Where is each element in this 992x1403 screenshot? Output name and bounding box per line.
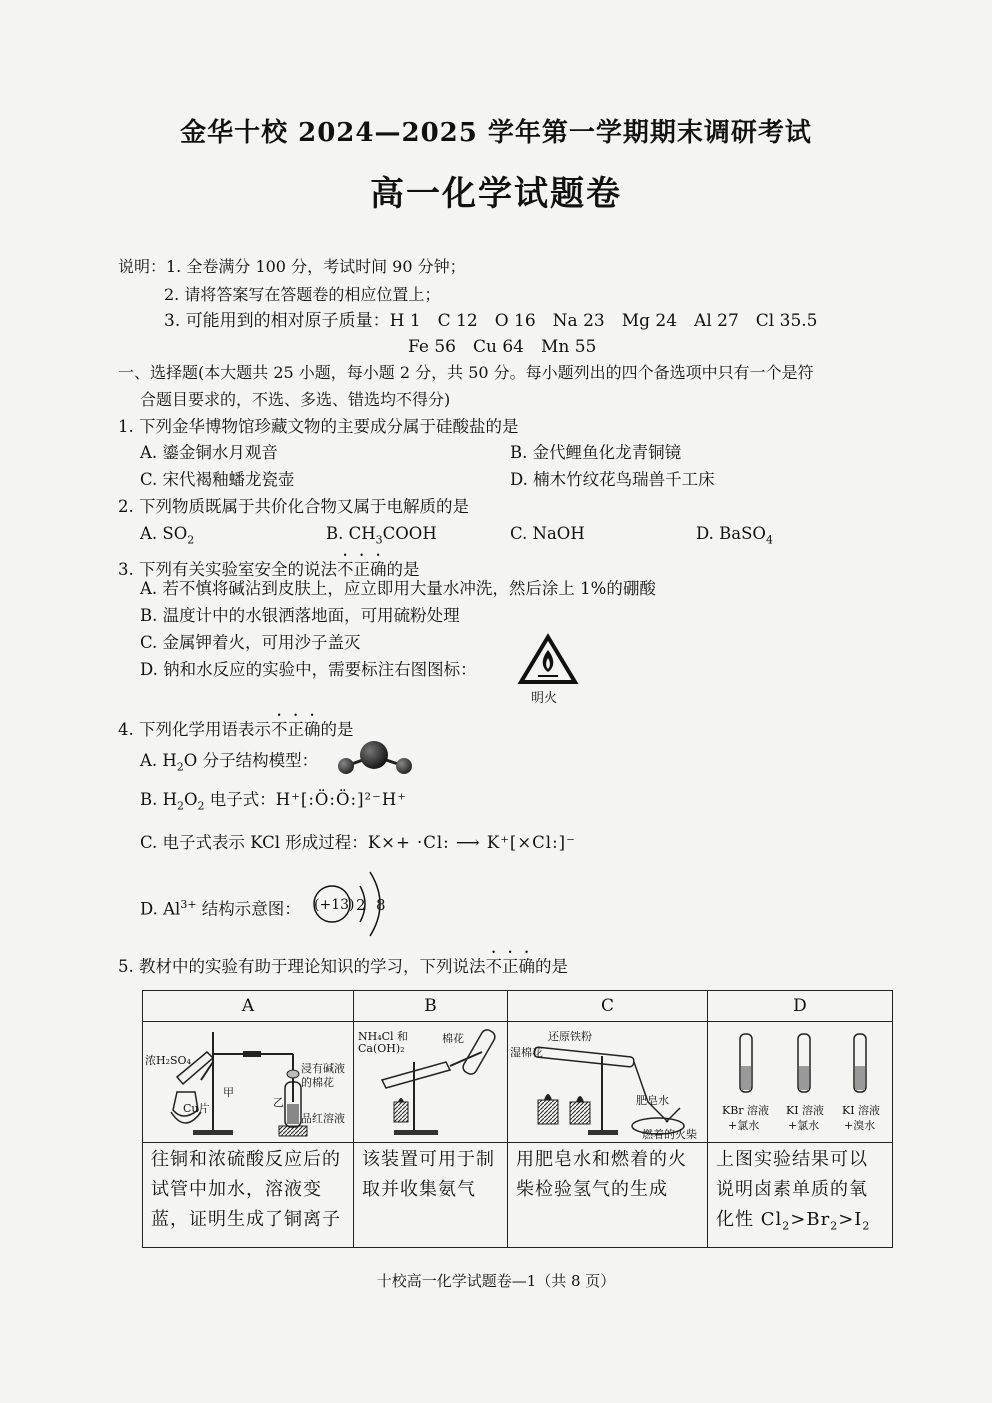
q5-diagram-d: [708, 1022, 893, 1143]
open-flame-warning-icon: [518, 634, 578, 686]
label-yi: 乙: [273, 1096, 284, 1109]
emphasis-not-correct: 不正确: [337, 560, 387, 579]
label-conc-h2so4: 浓H₂SO₄: [145, 1054, 191, 1067]
emphasis-not-correct: 不正确: [485, 957, 535, 976]
note-4: Fe 56 Cu 64 Mn 55: [408, 337, 597, 357]
al-shell-2-label: 8: [376, 896, 386, 914]
label-nh4cl: NH₄Cl 和: [358, 1030, 409, 1043]
label-burning-match: 燃着的火柴: [642, 1128, 697, 1141]
q5-experiment-table: [142, 990, 893, 1248]
label-kbr-chlorine: +氯水: [728, 1119, 760, 1132]
label-caoh2: Ca(OH)₂: [358, 1042, 405, 1055]
q5-diagram-a: [143, 1022, 354, 1143]
q5-statement-c: 用肥皂水和燃着的火柴检验氢气的生成: [508, 1143, 708, 1248]
q4-option-c: C. 电子式表示 KCl 形成过程：K×+ ·Cl: ⟶ K⁺[×Cl:]⁻: [140, 833, 576, 852]
q5-col-d-header: D: [708, 991, 893, 1022]
q2-option-a: A. $SO_2$: [140, 524, 195, 547]
q5-col-c-header: C: [508, 991, 708, 1022]
q4-option-a: A. $H_2O$ 分子结构模型：: [140, 751, 319, 774]
exam-title: 金华十校 2024—2025 学年第一学期期末调研考试: [180, 118, 812, 148]
q3-option-b: B. 温度计中的水银洒落地面，可用硫粉处理: [140, 606, 460, 625]
q1-stem: 1. 下列金华博物馆珍藏文物的主要成分属于硅酸盐的是: [118, 417, 519, 436]
label-kbr-solution: KBr 溶液: [722, 1104, 770, 1117]
q1-option-c: C. 宋代褐釉蟠龙瓷壶: [140, 470, 295, 489]
iron-steam-reaction-apparatus-icon: [508, 1022, 708, 1142]
q1-option-b: B. 金代鲤鱼化龙青铜镜: [510, 443, 682, 462]
q3-option-c: C. 金属钾着火，可用沙子盖灭: [140, 633, 361, 652]
section-heading: 一、选择题(本大题共 25 小题，每小题 2 分，共 50 分。每小题列出的四个备选项中只有一个是符: [118, 363, 814, 382]
q3-option-a: A. 若不慎将碱沾到皮肤上，应立即用大量水冲洗，然后涂上 1%的硼酸: [140, 579, 656, 598]
q2-stem: 2. 下列物质既属于共价化合物又属于电解质的是: [118, 497, 469, 516]
label-ki-solution-2: KI 溶液: [842, 1104, 881, 1117]
label-ki-chlorine: +氯水: [788, 1119, 820, 1132]
q1-option-a: A. 鎏金铜水月观音: [140, 443, 278, 462]
q3-option-d: D. 钠和水反应的实验中，需要标注右图图标：: [140, 660, 477, 679]
water-molecule-model-icon: [334, 738, 416, 780]
note-1: 说明：1. 全卷满分 100 分，考试时间 90 分钟；: [118, 257, 466, 276]
q5-diagram-b: [354, 1022, 508, 1143]
q5-statement-b: 该装置可用于制取并收集氨气: [354, 1143, 508, 1248]
q2-option-d: D. BaSO$_4$: [696, 524, 773, 547]
h2o2-electron-formula: H⁺[:Ö:Ö:]²⁻H⁺: [275, 790, 407, 809]
section-instruction: 合题目要求的，不选、多选、错选均不得分): [140, 390, 451, 409]
label-soap-water: 肥皂水: [636, 1094, 669, 1107]
q1-option-d: D. 楠木竹纹花鸟瑞兽千工床: [510, 470, 715, 489]
q5-diagram-c: [508, 1022, 708, 1143]
label-alkali-cotton-2: 的棉花: [301, 1076, 334, 1089]
label-ki-bromine: +溴水: [844, 1119, 876, 1132]
label-magenta-solution: 品红溶液: [301, 1112, 345, 1125]
q5-statement-a: 往铜和浓硫酸反应后的试管中加水，溶液变蓝，证明生成了铜离子: [143, 1143, 354, 1248]
label-ki-solution-1: KI 溶液: [786, 1104, 825, 1117]
q5-statement-d: 上图实验结果可以说明卤素单质的氧化性 $Cl_2>Br_2>I_2$: [708, 1143, 893, 1248]
note-3: 3. 可能用到的相对原子质量：H 1 C 12 O 16 Na 23 Mg 24 Al 27 Cl 35.5: [164, 311, 818, 331]
al-nucleus-label: (+13): [314, 897, 355, 913]
label-reduced-iron: 还原铁粉: [548, 1030, 592, 1043]
label-cu-piece: Cu片: [183, 1102, 210, 1115]
q2-option-b: B. $CH_3COOH$: [326, 524, 437, 547]
q4-option-b: B. $H_2O_2$ 电子式：H⁺[:Ö:Ö:]²⁻H⁺: [140, 790, 407, 813]
label-cotton: 棉花: [442, 1032, 464, 1045]
q4-stem: 4. 下列化学用语表示不正确的是: [118, 720, 354, 739]
q3-stem: 3. 下列有关实验室安全的说法不正确的是: [118, 560, 420, 579]
label-jia: 甲: [223, 1086, 234, 1099]
q5-col-b-header: B: [354, 991, 508, 1022]
note-2: 2. 请将答案写在答题卷的相应位置上；: [164, 285, 441, 304]
q4-option-d: D. $Al^{3+}$ 结构示意图：: [140, 898, 301, 919]
q5-stem: 5. 教材中的实验有助于理论知识的学习，下列说法不正确的是: [118, 957, 568, 976]
paper-title: 高一化学试题卷: [370, 174, 622, 214]
q5-col-a-header: A: [143, 991, 354, 1022]
page-footer: 十校高一化学试题卷—1（共 8 页）: [376, 1272, 616, 1290]
label-wet-cotton: 湿棉花: [510, 1046, 543, 1059]
kcl-formation-formula: K×+ ·Cl: ⟶ K⁺[×Cl:]⁻: [367, 833, 576, 852]
emphasis-not-correct: 不正确: [271, 720, 321, 739]
al-shell-1-label: 2: [356, 896, 366, 914]
flame-icon-caption: 明火: [531, 691, 558, 706]
label-alkali-cotton: 浸有碱液: [301, 1062, 345, 1075]
q2-option-c: C. NaOH: [510, 524, 585, 543]
